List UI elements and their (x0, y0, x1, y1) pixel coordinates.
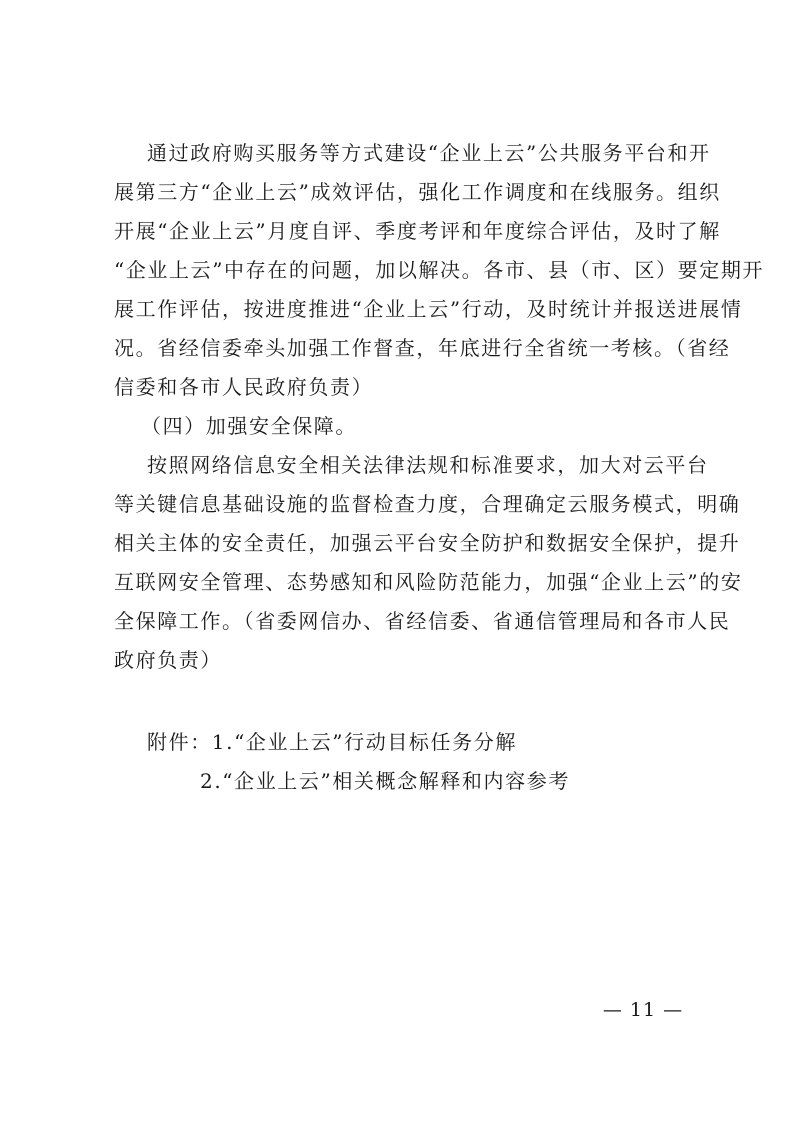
paragraph-1-line-5: 展工作评估，按进度推进“企业上云”行动，及时统计并报送进展情 (114, 297, 743, 321)
paragraph-2-line-5: 全保障工作。（省委网信办、省经信委、省通信管理局和各市人民 (114, 609, 731, 633)
paragraph-2-line-3: 相关主体的安全责任，加强云平台安全防护和数据安全保护，提升 (114, 531, 741, 555)
paragraph-1-line-6: 况。省经信委牵头加强工作督查，年底进行全省统一考核。（省经 (114, 336, 731, 360)
paragraph-2-line-6: 政府负责） (114, 648, 222, 672)
paragraph-2-line-4: 互联网安全管理、态势感知和风险防范能力，加强“企业上云”的安 (114, 570, 743, 594)
paragraph-1-line-1: 通过政府购买服务等方式建设“企业上云”公共服务平台和开 (147, 141, 711, 165)
paragraph-1-line-4: “企业上云”中存在的问题，加以解决。各市、县（市、区）要定期开 (114, 258, 765, 282)
attachment-item-2: 2.“企业上云”相关概念解释和内容参考 (200, 769, 570, 793)
paragraph-1-line-2: 展第三方“企业上云”成效评估，强化工作调度和在线服务。组织 (114, 180, 721, 204)
paragraph-1-line-3: 开展“企业上云”月度自评、季度考评和年度综合评估，及时了解 (114, 219, 721, 243)
paragraph-2-line-1: 按照网络信息安全相关法律法规和标准要求，加大对云平台 (147, 453, 709, 477)
paragraph-2-line-2: 等关键信息基础设施的监督检查力度，合理确定云服务模式，明确 (114, 492, 741, 516)
page-number: — 11 — (602, 999, 684, 1021)
paragraph-1-line-7: 信委和各市人民政府负责） (114, 375, 374, 399)
attachment-item-1: 附件：1.“企业上云”行动目标任务分解 (147, 730, 517, 754)
section-heading: （四）加强安全保障。 (141, 414, 357, 438)
